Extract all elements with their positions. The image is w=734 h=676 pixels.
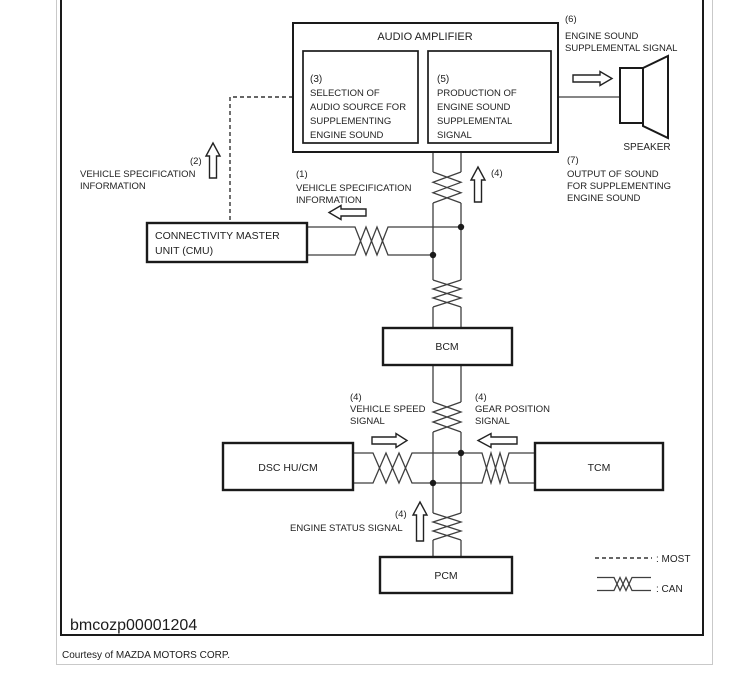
box3-line: ENGINE SOUND xyxy=(310,130,384,141)
box3-line: AUDIO SOURCE FOR xyxy=(310,102,407,113)
label-num-4: (4) xyxy=(475,392,487,403)
vehicle-speed-line: SIGNAL xyxy=(350,416,385,427)
box3-line: SELECTION OF xyxy=(310,88,380,99)
box5-line: PRODUCTION OF xyxy=(437,88,517,99)
arrow-up-icon xyxy=(471,167,485,202)
legend-can-label: : CAN xyxy=(656,584,683,595)
dsc-block xyxy=(223,443,353,490)
speaker-cone-icon xyxy=(643,56,668,138)
tcm-label: TCM xyxy=(587,462,611,474)
most-bus-line xyxy=(230,97,293,223)
gear-position-line: SIGNAL xyxy=(475,416,510,427)
dsc-label: DSC HU/CM xyxy=(258,462,318,474)
annotation-4-engine-status xyxy=(290,502,427,541)
annotation-1-line: VEHICLE SPECIFICATION xyxy=(296,183,412,194)
vehicle-speed-line: VEHICLE SPEED xyxy=(350,404,426,415)
annotation-7-line: ENGINE SOUND xyxy=(567,193,641,204)
can-bus-dsc-tcm xyxy=(353,453,535,483)
speaker-label: SPEAKER xyxy=(623,142,671,153)
label-num-4: (4) xyxy=(350,392,362,403)
bcm-label: BCM xyxy=(435,341,459,353)
speaker-block xyxy=(620,56,671,153)
label-num-2: (2) xyxy=(190,156,202,167)
figure-id-caption: bmcozp00001204 xyxy=(70,617,198,634)
annotation-7-line: OUTPUT OF SOUND xyxy=(567,169,659,180)
annotation-6-line: SUPPLEMENTAL SIGNAL xyxy=(565,43,678,54)
box5-line: SUPPLEMENTAL xyxy=(437,116,513,127)
junction-dot xyxy=(458,224,464,230)
annotation-7-line: FOR SUPPLEMENTING xyxy=(567,181,671,192)
label-num-7: (7) xyxy=(567,155,579,166)
legend xyxy=(595,554,690,595)
cmu-block xyxy=(147,223,307,262)
junction-dot xyxy=(430,252,436,258)
cmu-line: UNIT (CMU) xyxy=(155,245,214,257)
pcm-block xyxy=(380,557,512,593)
audio-amplifier-block xyxy=(293,23,558,152)
arrow-up-icon xyxy=(413,502,427,541)
arrow-left-icon xyxy=(329,206,366,220)
annotation-7 xyxy=(567,155,671,204)
box3-line: SUPPLEMENTING xyxy=(310,116,392,127)
cmu-line: CONNECTIVITY MASTER xyxy=(155,230,280,242)
legend-can-symbol xyxy=(597,578,651,591)
arrow-left-icon xyxy=(478,434,517,448)
engine-status-label: ENGINE STATUS SIGNAL xyxy=(290,523,403,534)
arrow-up-icon xyxy=(206,143,220,178)
speaker-body-icon xyxy=(620,68,643,123)
label-num-6: (6) xyxy=(565,14,577,25)
label-num-5: (5) xyxy=(437,74,450,85)
label-num-3: (3) xyxy=(310,74,323,85)
courtesy-note: Courtesy of MAZDA MOTORS CORP. xyxy=(62,650,231,661)
junction-dot xyxy=(430,480,436,486)
legend-most-label: : MOST xyxy=(656,554,691,565)
annotation-4-amplifier xyxy=(471,167,503,202)
box5-line: ENGINE SOUND xyxy=(437,102,511,113)
tcm-block xyxy=(535,443,663,490)
label-num-1: (1) xyxy=(296,169,308,180)
pcm-label: PCM xyxy=(434,570,458,582)
annotation-2-line: VEHICLE SPECIFICATION xyxy=(80,169,196,180)
gear-position-line: GEAR POSITION xyxy=(475,404,550,415)
arrow-right-icon xyxy=(573,72,612,86)
annotation-1-line: INFORMATION xyxy=(296,195,362,206)
annotation-4-gear-position xyxy=(475,392,550,448)
bcm-block xyxy=(383,328,512,365)
annotation-1 xyxy=(296,169,412,220)
arrow-right-icon xyxy=(372,434,407,448)
annotation-6-line: ENGINE SOUND xyxy=(565,31,639,42)
label-num-4: (4) xyxy=(395,509,407,520)
junction-dot xyxy=(458,450,464,456)
box5-line: SIGNAL xyxy=(437,130,472,141)
can-bus-cmu xyxy=(307,227,461,255)
annotation-2 xyxy=(80,143,220,192)
annotation-4-vehicle-speed xyxy=(350,392,426,448)
annotation-2-line: INFORMATION xyxy=(80,181,146,192)
audio-amplifier-title: AUDIO AMPLIFIER xyxy=(377,31,473,43)
label-num-4: (4) xyxy=(491,168,503,179)
